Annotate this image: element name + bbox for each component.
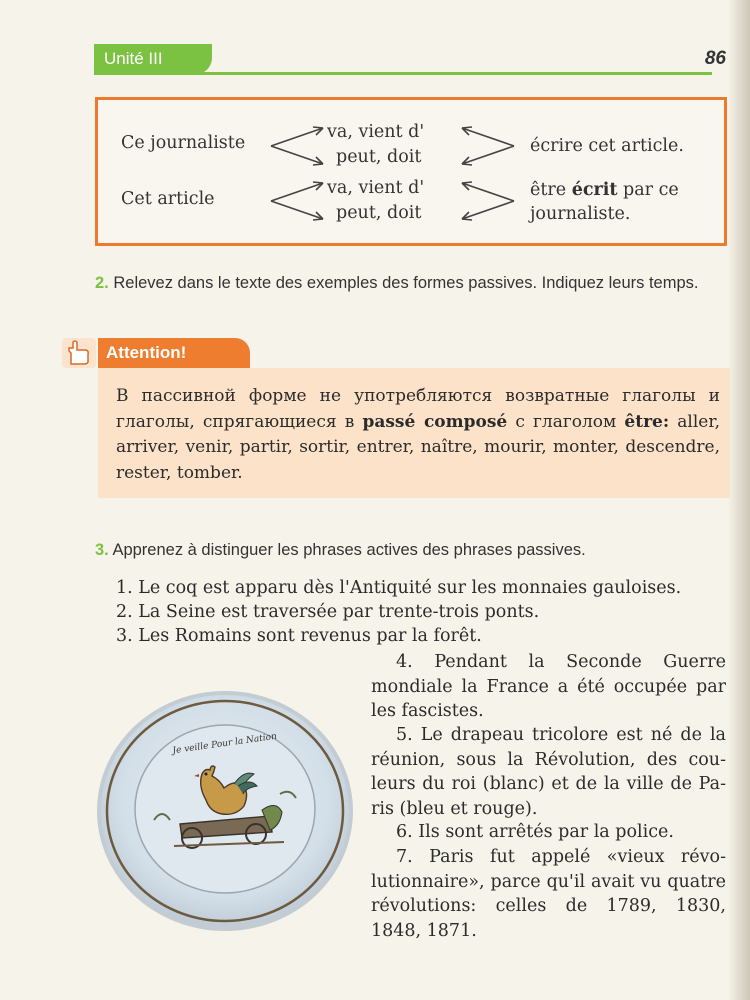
row2-result-prefix: être (530, 180, 572, 200)
revolutionary-plate-image (94, 688, 356, 934)
attention-text-part-1: В пассивной форме не употребляются возвратные глаголы и глаголы, спрягающиеся в (116, 386, 720, 432)
plate-inscription: Je veille Pour la Nation (171, 731, 278, 757)
page-number: 86 (704, 48, 726, 69)
row1-result: écrire cet article. (530, 136, 684, 156)
page-edge-shadow (728, 0, 750, 1000)
arrow-fork-left-icon (268, 179, 328, 223)
attention-text-part-2: с глаголом (507, 411, 625, 432)
sentence-3: 3. Les Romains sont revenus par la forêt. (116, 626, 482, 646)
sentence-6: 6. Ils sont arrêtés par la police. (396, 822, 674, 842)
row2-result (530, 178, 679, 202)
arrow-fork-left-icon (268, 124, 328, 168)
header-rule (94, 72, 712, 75)
row1-subject: Ce journaliste (121, 133, 246, 153)
sentence-5: 5. Le drapeau tricolore est né de la réunion, sous la Révolution, des couleurs du roi (blanc) et de la ville de Paris (bleu et rouge). (371, 725, 726, 819)
unit-label: Unité III (104, 49, 163, 68)
row1-verbs-line1: va, vient d' (327, 122, 425, 142)
row2-verbs-line2: peut, doit (336, 203, 422, 223)
exercise-2-text: Relevez dans le texte des exemples des formes passives. Indiquez leurs temps. (113, 274, 699, 292)
pointing-hand-icon (62, 338, 96, 368)
row1-verbs-line2: peut, doit (336, 147, 422, 167)
exercise-2 (95, 272, 735, 295)
row2-result-line2: journaliste. (530, 204, 631, 224)
row2-verbs-line1: va, vient d' (327, 178, 425, 198)
exercise-3-instruction: Apprenez à distinguer les phrases actives des phrases passives. (112, 541, 586, 559)
attention-text (116, 384, 720, 486)
sentence-2: 2. La Seine est traversée par trente-trois ponts. (116, 602, 540, 622)
sentence-4: 4. Pendant la Seconde Guerre mondiale la France a été occupée par les fascistes. (371, 652, 726, 721)
row2-result-bold: écrit (571, 180, 618, 200)
exercise-3 (95, 539, 735, 562)
arrow-fork-right-icon (458, 124, 518, 168)
exercise-3-number: 3. (95, 541, 109, 559)
sentence-7: 7. Paris fut appelé «vieux révolutionnaire», parce qu'il avait vu quatre révolutions: celles de 1789, 1830, 1848, 1871. (371, 847, 726, 941)
attention-title: Attention! (106, 343, 187, 362)
attention-bold-passe-compose: passé composé (362, 411, 508, 432)
sentence-1: 1. Le coq est apparu dès l'Antiquité sur les monnaies gauloises. (116, 578, 682, 598)
attention-text-part-3: aller, arriver, venir, partir, sortir, entrer, naître, mourir, monter, descendre, rester, tomber. (116, 411, 720, 483)
arrow-fork-right-icon (458, 179, 518, 223)
attention-tab (98, 338, 250, 368)
unit-tab (94, 44, 212, 74)
row2-subject: Cet article (121, 189, 215, 209)
row2-result-suffix: par ce (617, 180, 679, 200)
attention-bold-etre: être: (624, 411, 670, 432)
exercise-2-number: 2. (95, 274, 109, 292)
